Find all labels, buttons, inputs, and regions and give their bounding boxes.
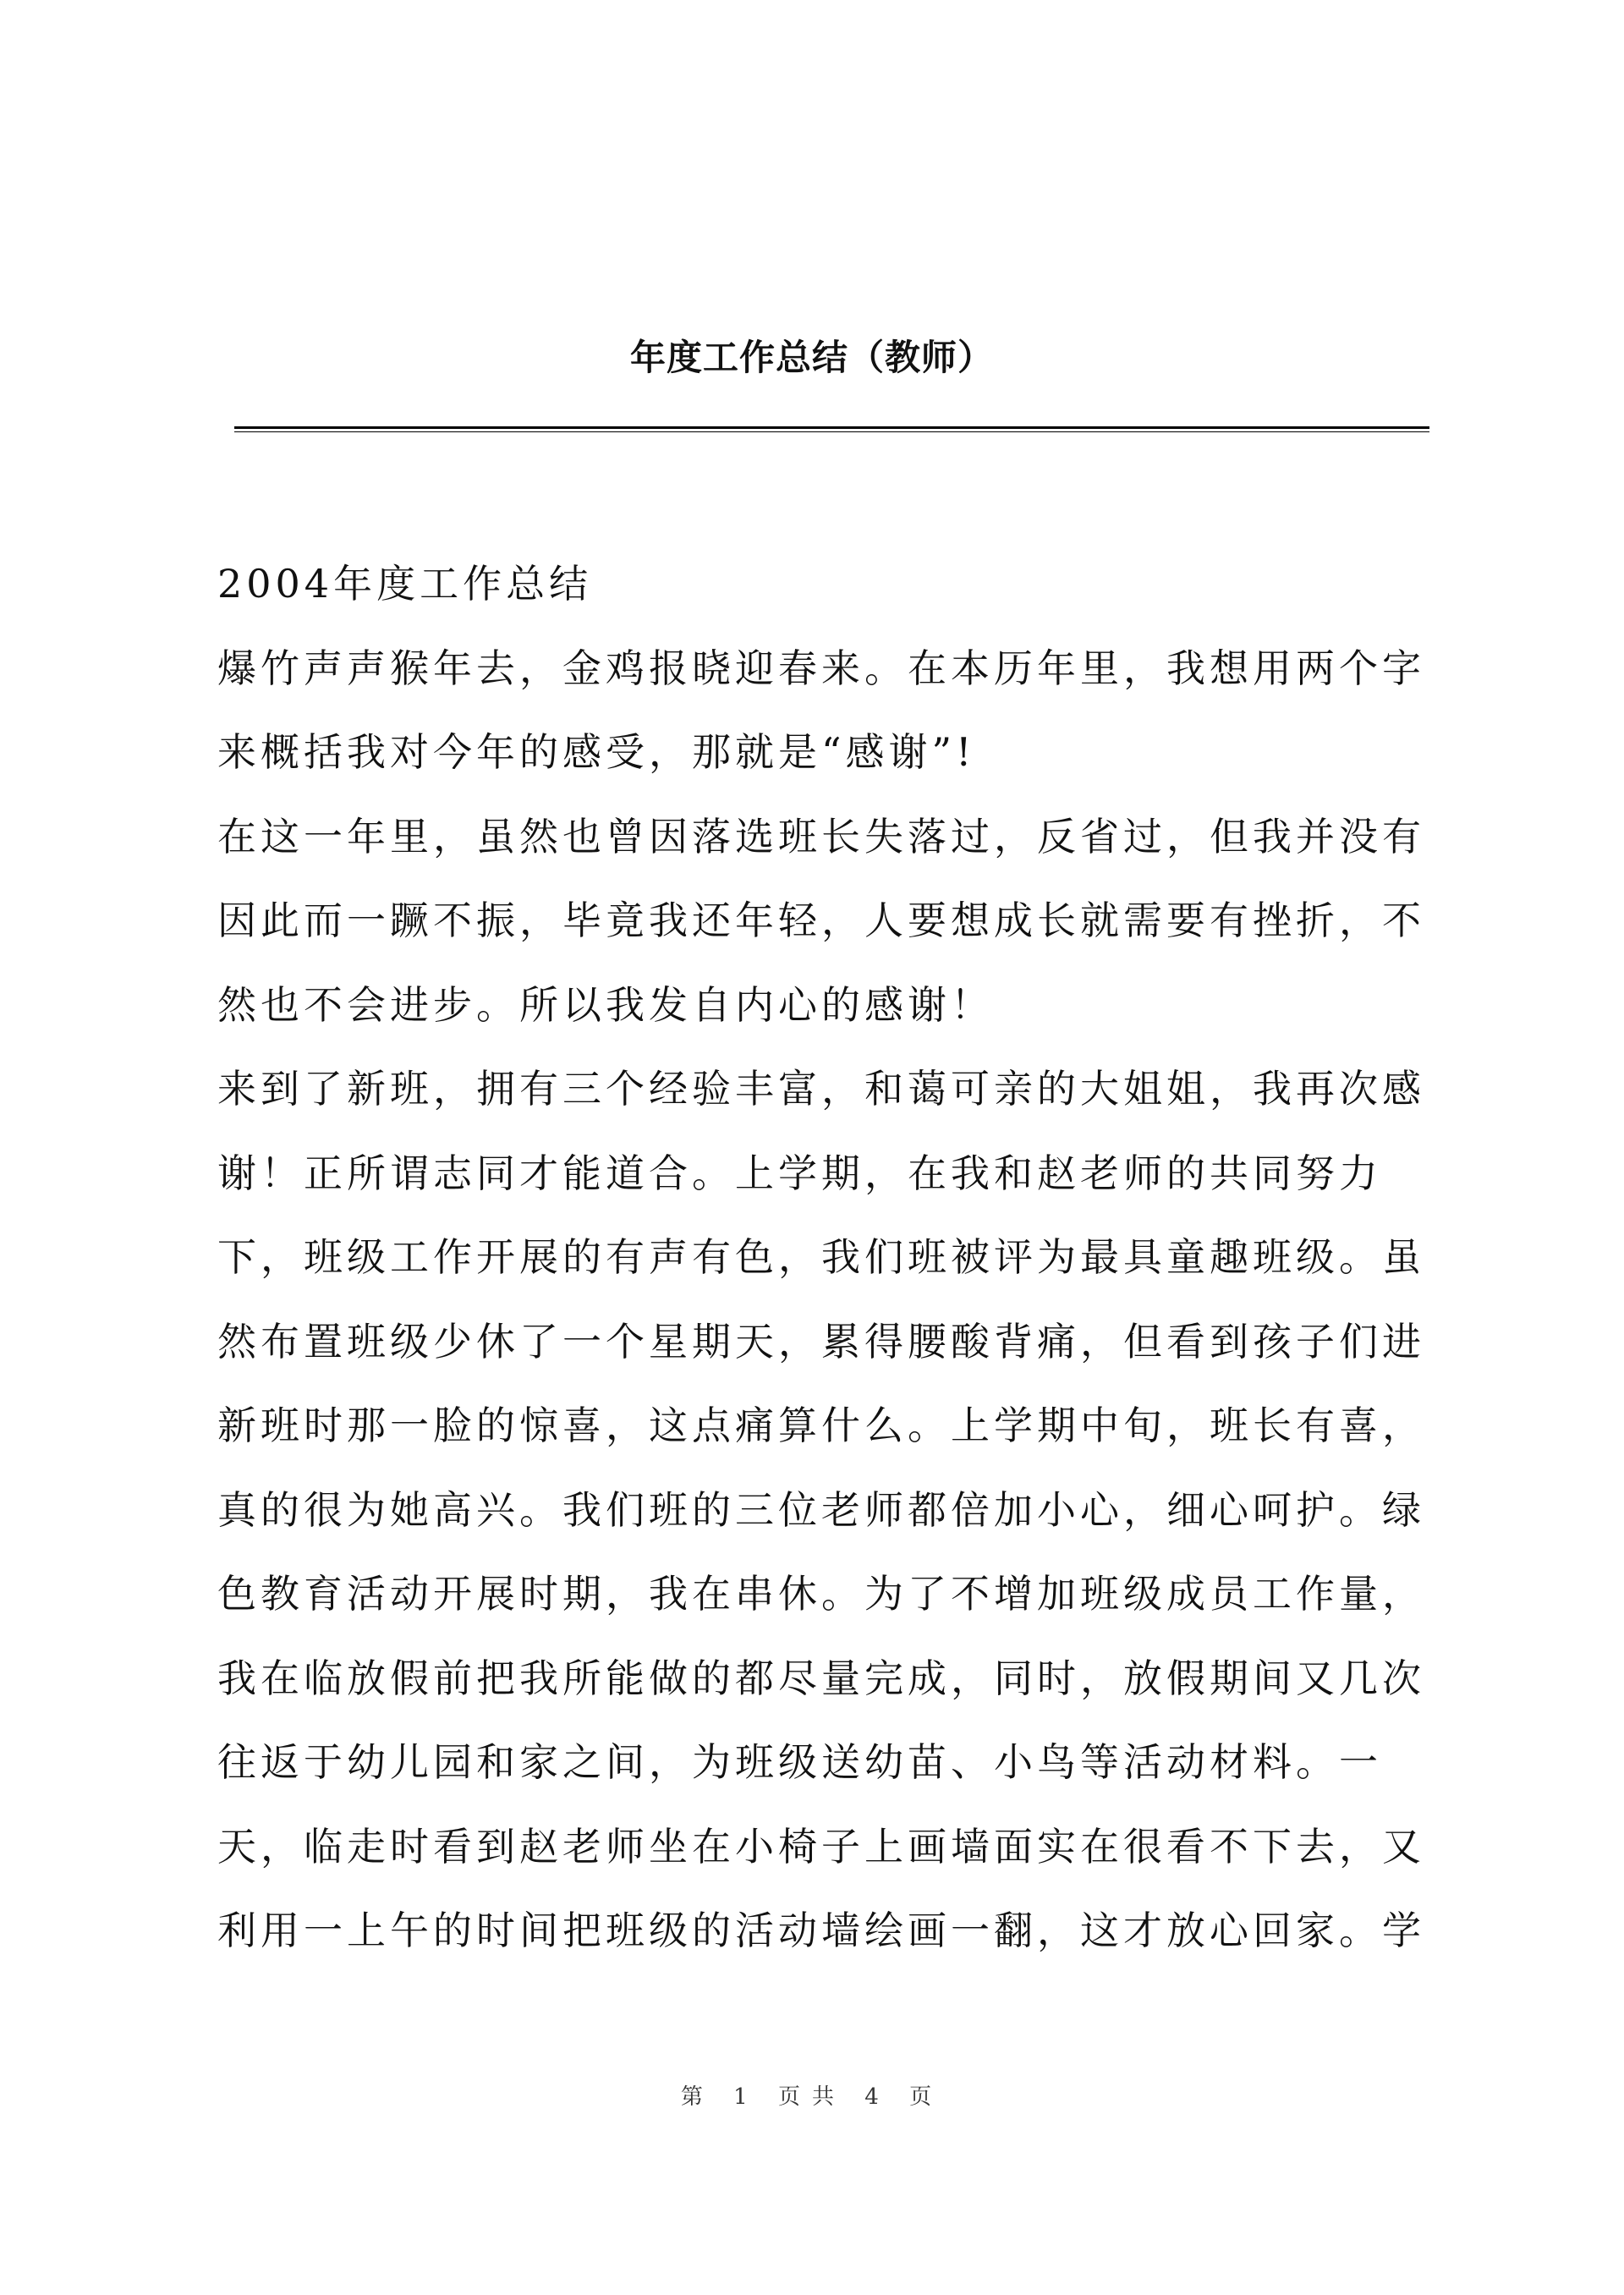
- body-line: 新班时那一脸的惊喜，这点痛算什么。上学期中旬，班长有喜，: [217, 1403, 1425, 1448]
- body-line: 来概括我对今年的感受，那就是“感谢”!: [217, 729, 976, 775]
- body-line: 利用一上午的时间把班级的活动墙绘画一翻，这才放心回家。学: [217, 1908, 1425, 1953]
- body-line: 下，班级工作开展的有声有色，我们班被评为最具童趣班级。虽: [217, 1234, 1425, 1280]
- body-line: 往返于幼儿园和家之间，为班级送幼苗、小鸟等活动材料。一: [217, 1739, 1382, 1785]
- title-divider-thin: [234, 431, 1429, 432]
- body-line: 真的很为她高兴。我们班的三位老师都倍加小心，细心呵护。绿: [217, 1486, 1425, 1533]
- page-number-footer: 第 1 页共 4 页: [680, 2084, 944, 2110]
- body-line: 我在临放假前把我所能做的都尽量完成，同时，放假期间又几次: [217, 1655, 1425, 1701]
- title-divider-thick: [234, 426, 1429, 429]
- body-line: 谢！正所谓志同才能道合。上学期，在我和赵老师的共同努力: [217, 1150, 1382, 1196]
- body-line: 来到了新班，拥有三个经验丰富，和蔼可亲的大姐姐，我再次感: [217, 1066, 1425, 1112]
- body-line: 因此而一蹶不振，毕竟我还年轻，人要想成长就需要有挫折，不: [217, 898, 1425, 943]
- body-line: 在这一年里，虽然也曾因落选班长失落过，反省过，但我并没有: [217, 813, 1425, 859]
- body-line: 爆竹声声猴年去，金鸡报晓迎春来。在本历年里，我想用两个字: [217, 645, 1425, 691]
- body-line: 然布置班级少休了一个星期天，累得腰酸背痛，但看到孩子们进: [217, 1318, 1425, 1364]
- body-line: 然也不会进步。所以我发自内心的感谢！: [217, 981, 994, 1028]
- document-title: 年度工作总结（教师）: [629, 337, 994, 378]
- body-line: 2004年度工作总结: [217, 561, 593, 607]
- body-line: 天，临走时看到赵老师坐在小椅子上画墙面实在很看不下去，又: [217, 1823, 1425, 1869]
- body-line: 色教育活动开展时期，我在串休。为了不增加班级成员工作量，: [217, 1571, 1425, 1617]
- document-body: [217, 558, 1435, 1990]
